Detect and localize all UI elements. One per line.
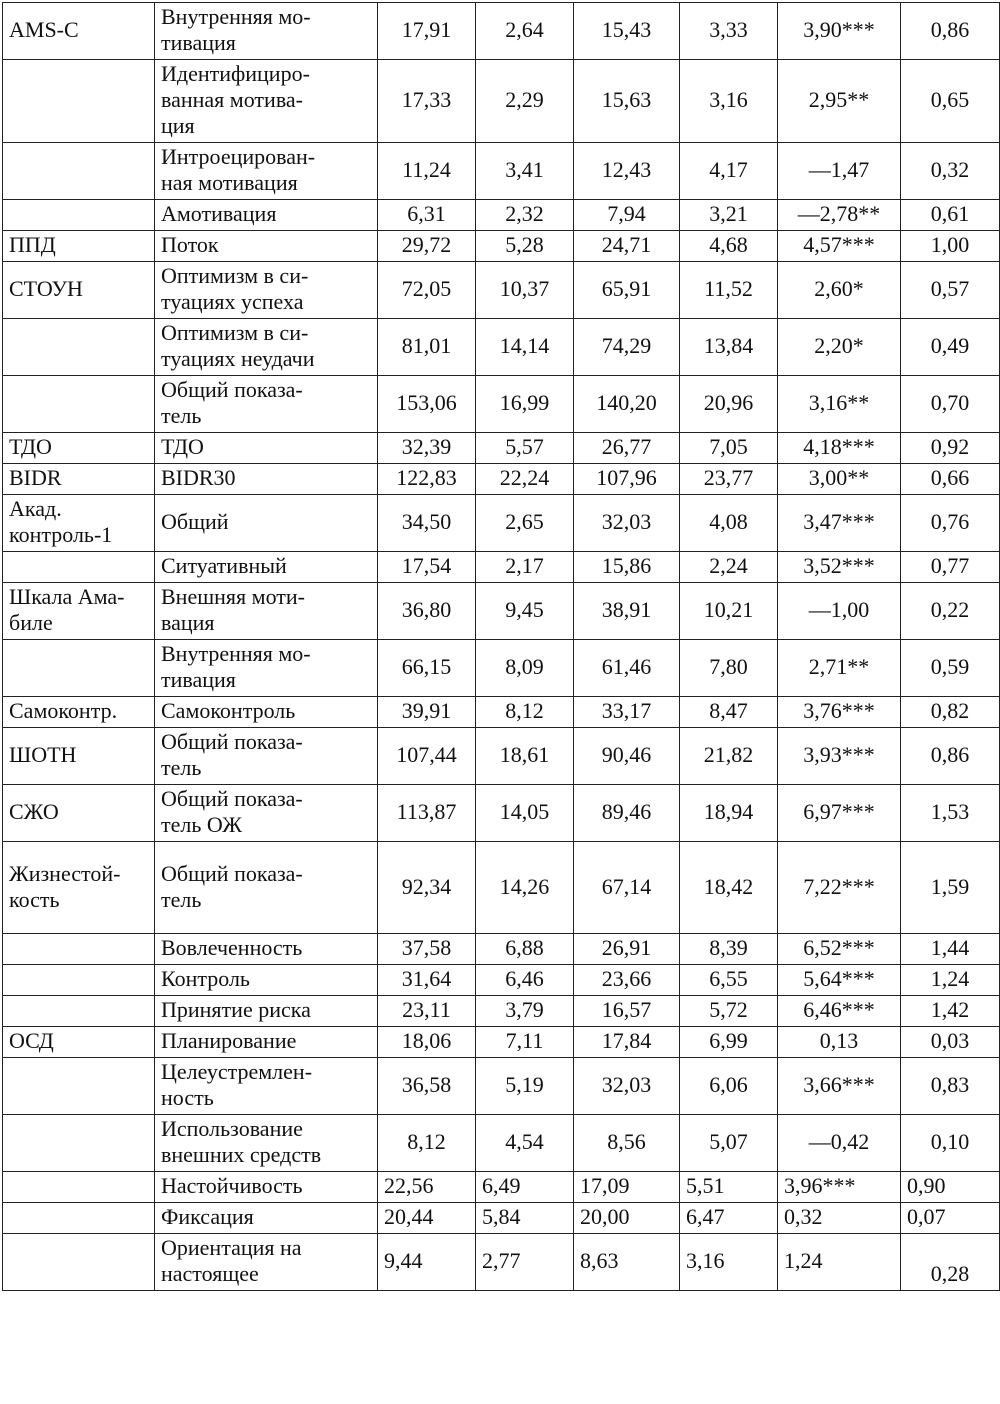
table-row [3, 3, 1000, 60]
group1-sd-cell: 18,61 [476, 728, 574, 785]
scale-name-cell [3, 200, 155, 231]
group1-mean-cell: 36,80 [378, 583, 476, 640]
effect-size-cell: 1,53 [901, 785, 1000, 842]
group2-mean-cell: 20,00 [574, 1203, 680, 1234]
group1-sd-cell: 10,37 [476, 262, 574, 319]
subscale-name-cell: Общий показа- тель [155, 728, 378, 785]
group2-sd-cell: 5,51 [680, 1172, 778, 1203]
subscale-name-cell: Целеустремлен- ность [155, 1058, 378, 1115]
subscale-name-cell: Контроль [155, 965, 378, 996]
t-value-cell: 6,52*** [778, 934, 901, 965]
t-value-cell: 6,46*** [778, 996, 901, 1027]
table-body [3, 3, 1000, 1291]
subscale-name-cell: Внешняя моти- вация [155, 583, 378, 640]
group1-mean-cell: 81,01 [378, 319, 476, 376]
group2-sd-cell: 3,16 [680, 1234, 778, 1291]
group1-sd-cell: 14,14 [476, 319, 574, 376]
group1-mean-cell: 37,58 [378, 934, 476, 965]
effect-size-cell: 0,10 [901, 1115, 1000, 1172]
group2-sd-cell: 6,47 [680, 1203, 778, 1234]
scale-name-cell: ОСД [3, 1027, 155, 1058]
subscale-name-cell: BIDR30 [155, 464, 378, 495]
results-table [2, 2, 1000, 1291]
effect-size-cell: 0,86 [901, 728, 1000, 785]
t-value-cell: 3,90*** [778, 3, 901, 60]
table-row [3, 583, 1000, 640]
effect-size-cell: 0,77 [901, 552, 1000, 583]
group2-mean-cell: 107,96 [574, 464, 680, 495]
table-row [3, 231, 1000, 262]
group2-mean-cell: 33,17 [574, 697, 680, 728]
subscale-name-cell: Использование внешних средств [155, 1115, 378, 1172]
group1-mean-cell: 6,31 [378, 200, 476, 231]
scale-name-cell [3, 1115, 155, 1172]
group1-mean-cell: 8,12 [378, 1115, 476, 1172]
t-value-cell: 3,16** [778, 376, 901, 433]
group2-mean-cell: 90,46 [574, 728, 680, 785]
group1-sd-cell: 2,64 [476, 3, 574, 60]
table-row [3, 1172, 1000, 1203]
subscale-name-cell: Оптимизм в си- туациях успеха [155, 262, 378, 319]
effect-size-cell: 0,49 [901, 319, 1000, 376]
table-row [3, 640, 1000, 697]
effect-size-cell: 0,28 [901, 1234, 1000, 1291]
group2-sd-cell: 2,24 [680, 552, 778, 583]
group2-sd-cell: 7,80 [680, 640, 778, 697]
subscale-name-cell: Самоконтроль [155, 697, 378, 728]
effect-size-cell: 1,24 [901, 965, 1000, 996]
table-row [3, 143, 1000, 200]
group1-mean-cell: 23,11 [378, 996, 476, 1027]
group1-sd-cell: 5,19 [476, 1058, 574, 1115]
scale-name-cell: Шкала Ама- биле [3, 583, 155, 640]
t-value-cell: —0,42 [778, 1115, 901, 1172]
group1-mean-cell: 34,50 [378, 495, 476, 552]
effect-size-cell: 0,86 [901, 3, 1000, 60]
group1-sd-cell: 4,54 [476, 1115, 574, 1172]
scale-name-cell: Самоконтр. [3, 697, 155, 728]
t-value-cell: 5,64*** [778, 965, 901, 996]
group1-sd-cell: 6,49 [476, 1172, 574, 1203]
group2-mean-cell: 26,91 [574, 934, 680, 965]
scale-name-cell: СТОУН [3, 262, 155, 319]
group2-mean-cell: 67,14 [574, 842, 680, 934]
subscale-name-cell: Общий показа- тель [155, 842, 378, 934]
effect-size-cell: 0,92 [901, 433, 1000, 464]
group2-sd-cell: 8,39 [680, 934, 778, 965]
group2-mean-cell: 17,84 [574, 1027, 680, 1058]
group2-sd-cell: 6,06 [680, 1058, 778, 1115]
group1-sd-cell: 5,57 [476, 433, 574, 464]
subscale-name-cell: Общий показа- тель ОЖ [155, 785, 378, 842]
group1-mean-cell: 36,58 [378, 1058, 476, 1115]
group1-mean-cell: 107,44 [378, 728, 476, 785]
group2-sd-cell: 5,72 [680, 996, 778, 1027]
table-row [3, 1234, 1000, 1291]
t-value-cell: 3,52*** [778, 552, 901, 583]
group2-sd-cell: 6,55 [680, 965, 778, 996]
effect-size-cell: 1,00 [901, 231, 1000, 262]
group2-mean-cell: 38,91 [574, 583, 680, 640]
effect-size-cell: 0,65 [901, 60, 1000, 143]
table-row [3, 464, 1000, 495]
t-value-cell: 3,47*** [778, 495, 901, 552]
subscale-name-cell: Амотивация [155, 200, 378, 231]
group2-mean-cell: 8,56 [574, 1115, 680, 1172]
subscale-name-cell: Внутренняя мо- тивация [155, 3, 378, 60]
group2-mean-cell: 15,86 [574, 552, 680, 583]
group2-mean-cell: 12,43 [574, 143, 680, 200]
effect-size-cell: 0,61 [901, 200, 1000, 231]
effect-size-cell: 0,83 [901, 1058, 1000, 1115]
scale-name-cell [3, 1172, 155, 1203]
effect-size-cell: 0,32 [901, 143, 1000, 200]
group2-sd-cell: 21,82 [680, 728, 778, 785]
scale-name-cell: AMS-C [3, 3, 155, 60]
effect-size-cell: 0,76 [901, 495, 1000, 552]
table-row [3, 697, 1000, 728]
group1-sd-cell: 9,45 [476, 583, 574, 640]
group1-sd-cell: 14,05 [476, 785, 574, 842]
group2-sd-cell: 3,33 [680, 3, 778, 60]
scale-name-cell: СЖО [3, 785, 155, 842]
group2-sd-cell: 8,47 [680, 697, 778, 728]
group2-sd-cell: 10,21 [680, 583, 778, 640]
effect-size-cell: 0,82 [901, 697, 1000, 728]
subscale-name-cell: ТДО [155, 433, 378, 464]
subscale-name-cell: Ориентация на настоящее [155, 1234, 378, 1291]
table-row [3, 262, 1000, 319]
scale-name-cell [3, 1058, 155, 1115]
t-value-cell: 4,18*** [778, 433, 901, 464]
t-value-cell: 3,93*** [778, 728, 901, 785]
group2-mean-cell: 26,77 [574, 433, 680, 464]
effect-size-cell: 0,22 [901, 583, 1000, 640]
subscale-name-cell: Интроецирован- ная мотивация [155, 143, 378, 200]
t-value-cell: 3,66*** [778, 1058, 901, 1115]
t-value-cell: 2,95** [778, 60, 901, 143]
group1-mean-cell: 92,34 [378, 842, 476, 934]
scale-name-cell: BIDR [3, 464, 155, 495]
group2-mean-cell: 7,94 [574, 200, 680, 231]
scale-name-cell: ППД [3, 231, 155, 262]
subscale-name-cell: Поток [155, 231, 378, 262]
group2-sd-cell: 3,16 [680, 60, 778, 143]
group1-sd-cell: 5,84 [476, 1203, 574, 1234]
table-row [3, 785, 1000, 842]
group1-sd-cell: 14,26 [476, 842, 574, 934]
scale-name-cell [3, 640, 155, 697]
group1-mean-cell: 66,15 [378, 640, 476, 697]
scale-name-cell [3, 319, 155, 376]
group1-mean-cell: 20,44 [378, 1203, 476, 1234]
group2-mean-cell: 17,09 [574, 1172, 680, 1203]
t-value-cell: —1,47 [778, 143, 901, 200]
subscale-name-cell: Общий показа- тель [155, 376, 378, 433]
table-row [3, 1115, 1000, 1172]
group1-sd-cell: 2,65 [476, 495, 574, 552]
table-row [3, 376, 1000, 433]
group1-mean-cell: 31,64 [378, 965, 476, 996]
t-value-cell: 0,13 [778, 1027, 901, 1058]
table-row [3, 934, 1000, 965]
group2-sd-cell: 20,96 [680, 376, 778, 433]
table-row [3, 1058, 1000, 1115]
scale-name-cell: Акад. контроль-1 [3, 495, 155, 552]
group2-mean-cell: 140,20 [574, 376, 680, 433]
table-row [3, 965, 1000, 996]
group2-mean-cell: 32,03 [574, 1058, 680, 1115]
group1-mean-cell: 122,83 [378, 464, 476, 495]
t-value-cell: 2,60* [778, 262, 901, 319]
group2-mean-cell: 15,43 [574, 3, 680, 60]
effect-size-cell: 0,70 [901, 376, 1000, 433]
scale-name-cell [3, 552, 155, 583]
group1-sd-cell: 16,99 [476, 376, 574, 433]
t-value-cell: 2,20* [778, 319, 901, 376]
scale-name-cell [3, 965, 155, 996]
group1-sd-cell: 22,24 [476, 464, 574, 495]
group2-mean-cell: 15,63 [574, 60, 680, 143]
group2-sd-cell: 18,42 [680, 842, 778, 934]
effect-size-cell: 0,57 [901, 262, 1000, 319]
group2-mean-cell: 23,66 [574, 965, 680, 996]
effect-size-cell: 0,03 [901, 1027, 1000, 1058]
t-value-cell: 0,32 [778, 1203, 901, 1234]
subscale-name-cell: Ситуативный [155, 552, 378, 583]
subscale-name-cell: Вовлеченность [155, 934, 378, 965]
group1-mean-cell: 72,05 [378, 262, 476, 319]
effect-size-cell: 1,42 [901, 996, 1000, 1027]
group1-mean-cell: 11,24 [378, 143, 476, 200]
group1-mean-cell: 17,91 [378, 3, 476, 60]
t-value-cell: 7,22*** [778, 842, 901, 934]
group1-mean-cell: 17,54 [378, 552, 476, 583]
group1-mean-cell: 153,06 [378, 376, 476, 433]
effect-size-cell: 1,44 [901, 934, 1000, 965]
group1-mean-cell: 29,72 [378, 231, 476, 262]
effect-size-cell: 0,59 [901, 640, 1000, 697]
subscale-name-cell: Общий [155, 495, 378, 552]
group2-sd-cell: 4,68 [680, 231, 778, 262]
scale-name-cell: Жизнестой- кость [3, 842, 155, 934]
table-row [3, 842, 1000, 934]
group2-sd-cell: 13,84 [680, 319, 778, 376]
group2-mean-cell: 8,63 [574, 1234, 680, 1291]
group1-mean-cell: 18,06 [378, 1027, 476, 1058]
group1-sd-cell: 2,32 [476, 200, 574, 231]
group2-sd-cell: 23,77 [680, 464, 778, 495]
group2-sd-cell: 18,94 [680, 785, 778, 842]
t-value-cell: 3,76*** [778, 697, 901, 728]
table-row [3, 728, 1000, 785]
scale-name-cell [3, 1234, 155, 1291]
group2-mean-cell: 74,29 [574, 319, 680, 376]
group1-mean-cell: 39,91 [378, 697, 476, 728]
scale-name-cell: ШОТН [3, 728, 155, 785]
t-value-cell: 1,24 [778, 1234, 901, 1291]
effect-size-cell: 0,07 [901, 1203, 1000, 1234]
group2-sd-cell: 6,99 [680, 1027, 778, 1058]
subscale-name-cell: Планирование [155, 1027, 378, 1058]
group1-sd-cell: 7,11 [476, 1027, 574, 1058]
group1-sd-cell: 2,29 [476, 60, 574, 143]
scale-name-cell [3, 996, 155, 1027]
group1-sd-cell: 8,09 [476, 640, 574, 697]
group2-mean-cell: 61,46 [574, 640, 680, 697]
t-value-cell: —2,78** [778, 200, 901, 231]
group1-sd-cell: 2,17 [476, 552, 574, 583]
table-row [3, 433, 1000, 464]
subscale-name-cell: Идентифициро- ванная мотива- ция [155, 60, 378, 143]
scale-name-cell: ТДО [3, 433, 155, 464]
group2-mean-cell: 65,91 [574, 262, 680, 319]
table-row [3, 1203, 1000, 1234]
scale-name-cell [3, 934, 155, 965]
group1-sd-cell: 3,41 [476, 143, 574, 200]
table-row [3, 552, 1000, 583]
effect-size-cell: 1,59 [901, 842, 1000, 934]
group1-mean-cell: 32,39 [378, 433, 476, 464]
effect-size-cell: 0,90 [901, 1172, 1000, 1203]
table-row [3, 200, 1000, 231]
table-row [3, 495, 1000, 552]
group2-sd-cell: 5,07 [680, 1115, 778, 1172]
group2-sd-cell: 3,21 [680, 200, 778, 231]
t-value-cell: 2,71** [778, 640, 901, 697]
group1-mean-cell: 113,87 [378, 785, 476, 842]
scale-name-cell [3, 60, 155, 143]
table-row [3, 1027, 1000, 1058]
group2-sd-cell: 7,05 [680, 433, 778, 464]
subscale-name-cell: Оптимизм в си- туациях неудачи [155, 319, 378, 376]
group1-sd-cell: 6,46 [476, 965, 574, 996]
group1-sd-cell: 5,28 [476, 231, 574, 262]
subscale-name-cell: Принятие риска [155, 996, 378, 1027]
t-value-cell: 4,57*** [778, 231, 901, 262]
group1-mean-cell: 22,56 [378, 1172, 476, 1203]
group2-mean-cell: 24,71 [574, 231, 680, 262]
effect-size-cell: 0,66 [901, 464, 1000, 495]
subscale-name-cell: Настойчивость [155, 1172, 378, 1203]
t-value-cell: 6,97*** [778, 785, 901, 842]
t-value-cell: 3,00** [778, 464, 901, 495]
group2-sd-cell: 11,52 [680, 262, 778, 319]
group2-mean-cell: 89,46 [574, 785, 680, 842]
group1-sd-cell: 3,79 [476, 996, 574, 1027]
group1-mean-cell: 17,33 [378, 60, 476, 143]
table-row [3, 60, 1000, 143]
group1-sd-cell: 2,77 [476, 1234, 574, 1291]
group2-sd-cell: 4,17 [680, 143, 778, 200]
group2-sd-cell: 4,08 [680, 495, 778, 552]
table-row [3, 319, 1000, 376]
scale-name-cell [3, 376, 155, 433]
group1-sd-cell: 8,12 [476, 697, 574, 728]
table-row [3, 996, 1000, 1027]
t-value-cell: —1,00 [778, 583, 901, 640]
group1-sd-cell: 6,88 [476, 934, 574, 965]
subscale-name-cell: Фиксация [155, 1203, 378, 1234]
t-value-cell: 3,96*** [778, 1172, 901, 1203]
group2-mean-cell: 32,03 [574, 495, 680, 552]
scale-name-cell [3, 143, 155, 200]
subscale-name-cell: Внутренняя мо- тивация [155, 640, 378, 697]
group2-mean-cell: 16,57 [574, 996, 680, 1027]
scale-name-cell [3, 1203, 155, 1234]
group1-mean-cell: 9,44 [378, 1234, 476, 1291]
